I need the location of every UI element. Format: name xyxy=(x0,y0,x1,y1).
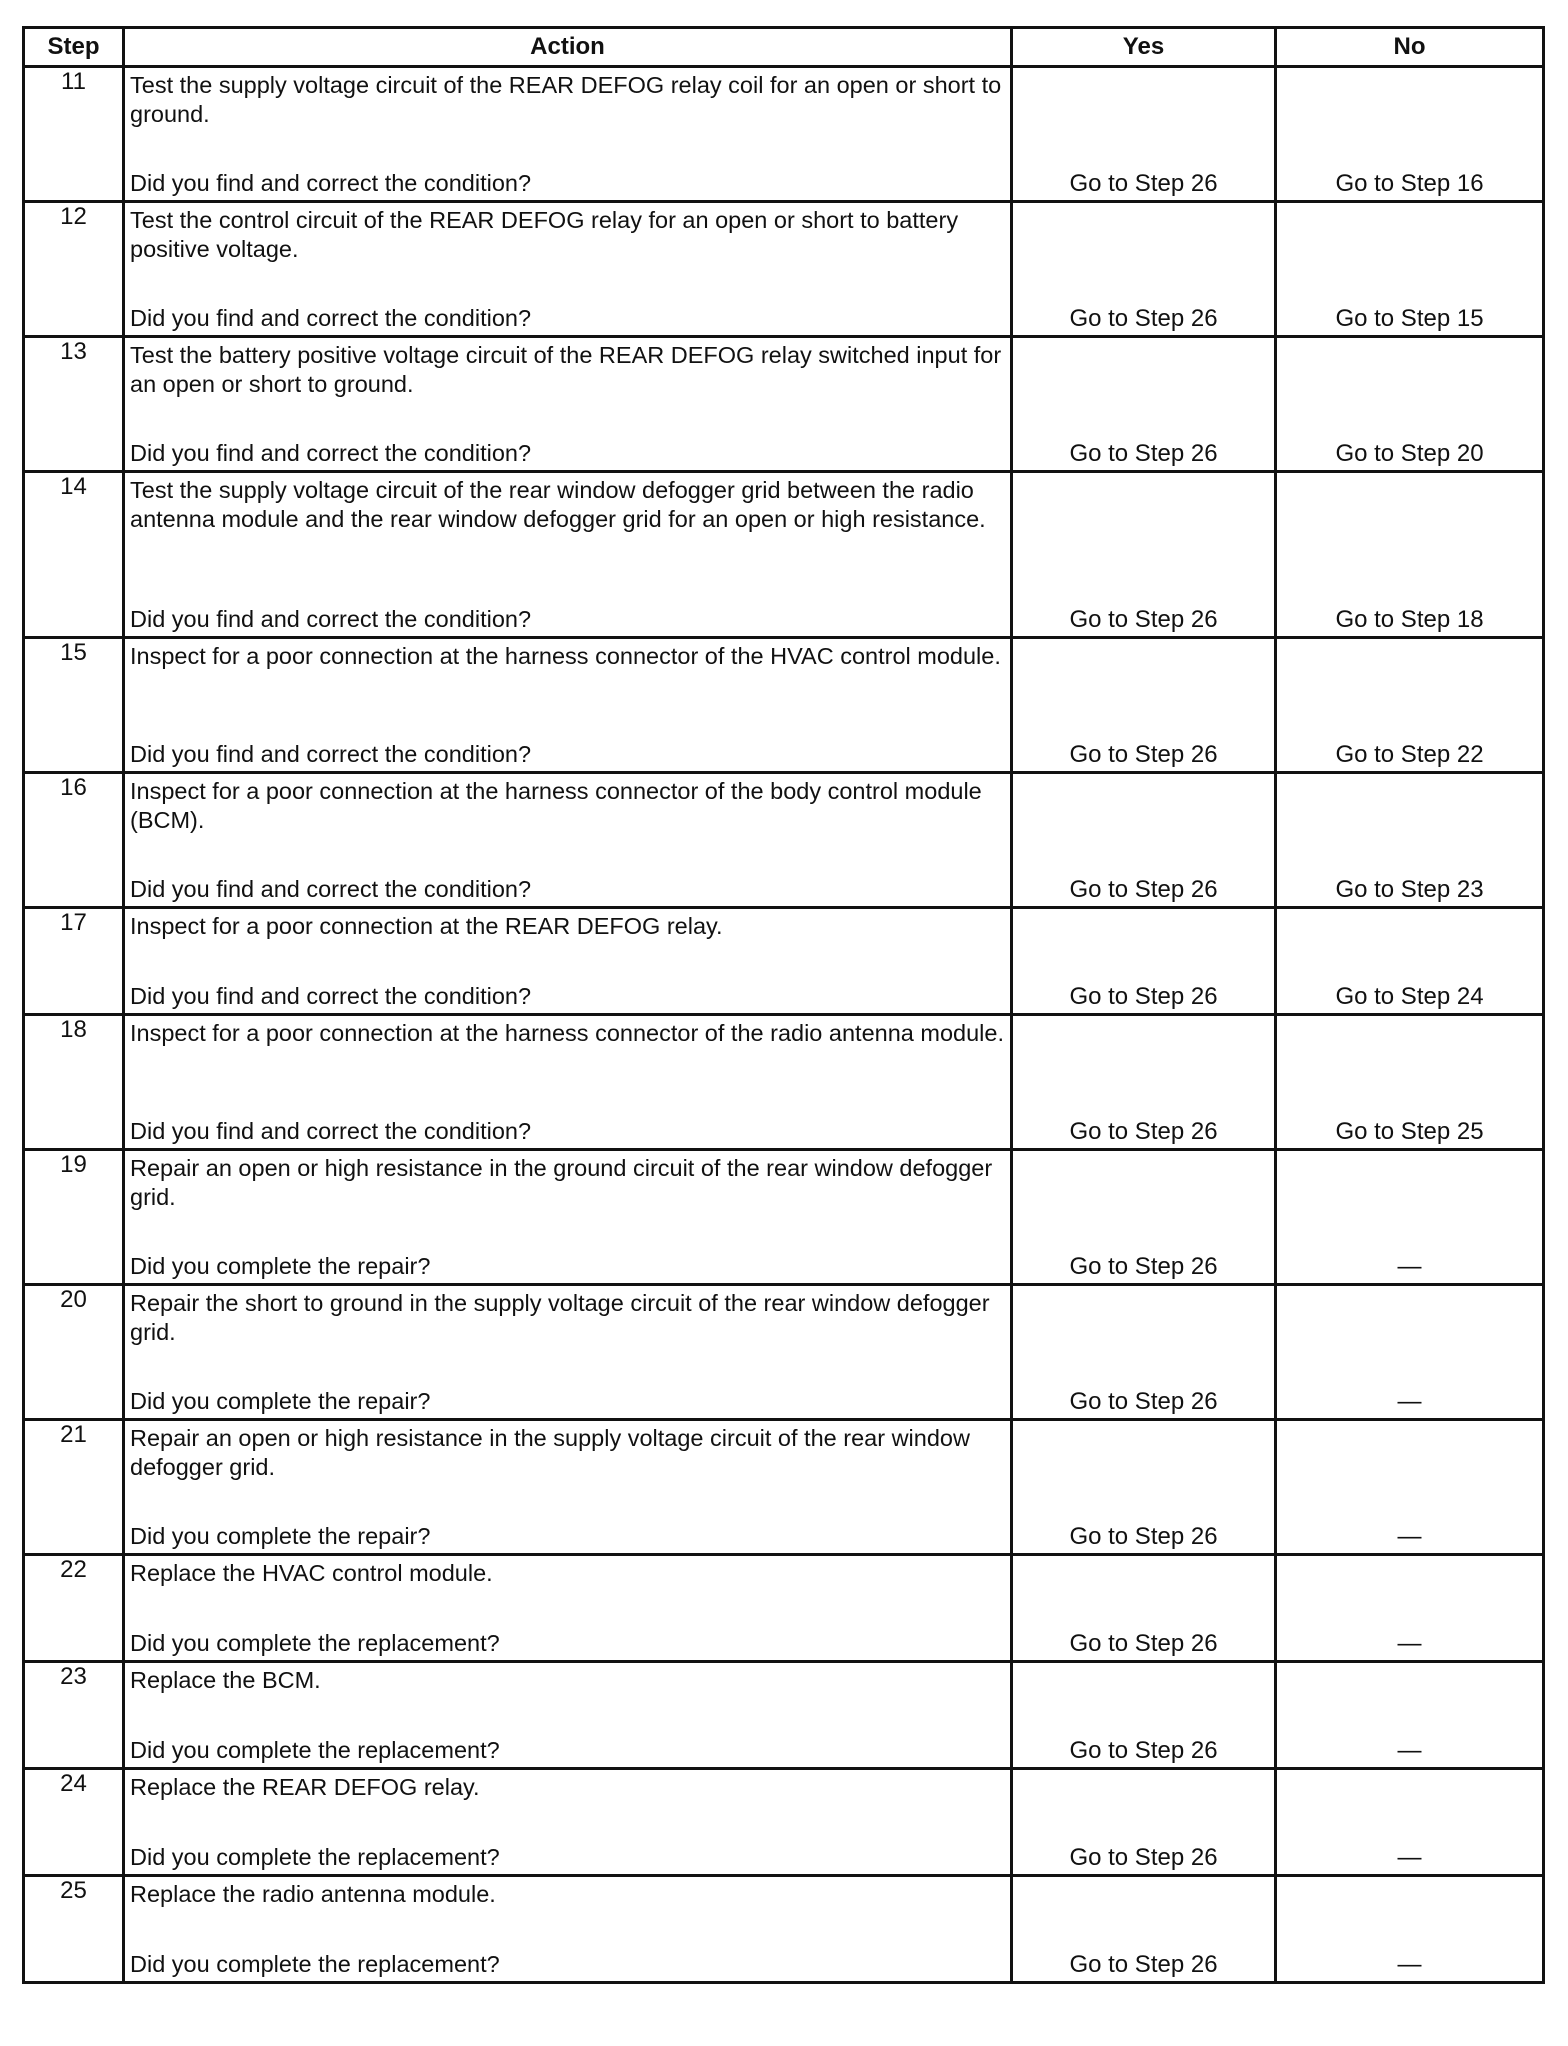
yes-result: Go to Step 26 xyxy=(1069,440,1218,467)
yes-result: Go to Step 26 xyxy=(1069,1737,1218,1764)
step-number: 22 xyxy=(24,1555,124,1662)
action-cell xyxy=(124,67,1012,202)
table-row xyxy=(24,1015,1544,1150)
header-yes: Yes xyxy=(1012,28,1276,67)
table-row xyxy=(24,1150,1544,1285)
yes-cell xyxy=(1012,1015,1276,1150)
no-cell xyxy=(1276,1769,1544,1876)
action-question: Did you complete the repair? xyxy=(130,1253,431,1279)
action-text: Test the battery positive voltage circuit of the REAR DEFOG relay switched input for an open or short to ground. xyxy=(130,342,1002,397)
action-question: Did you complete the replacement? xyxy=(130,1737,500,1763)
yes-cell xyxy=(1012,773,1276,908)
yes-cell xyxy=(1012,202,1276,337)
no-result: — xyxy=(1397,1523,1422,1550)
yes-result: Go to Step 26 xyxy=(1069,1118,1218,1145)
action-text: Replace the REAR DEFOG relay. xyxy=(130,1774,480,1800)
yes-result: Go to Step 26 xyxy=(1069,1388,1218,1415)
yes-result: Go to Step 26 xyxy=(1069,170,1218,197)
action-cell xyxy=(124,1420,1012,1555)
action-question: Did you find and correct the condition? xyxy=(130,305,532,331)
table-row xyxy=(24,908,1544,1015)
table-row xyxy=(24,202,1544,337)
action-text: Replace the radio antenna module. xyxy=(130,1881,496,1907)
action-question: Did you complete the repair? xyxy=(130,1523,431,1549)
step-number: 13 xyxy=(24,337,124,472)
yes-result: Go to Step 26 xyxy=(1069,1844,1218,1871)
action-question: Did you find and correct the condition? xyxy=(130,170,532,196)
yes-result: Go to Step 26 xyxy=(1069,1523,1218,1550)
action-cell xyxy=(124,1555,1012,1662)
no-result: Go to Step 22 xyxy=(1335,741,1484,768)
step-number: 21 xyxy=(24,1420,124,1555)
yes-result: Go to Step 26 xyxy=(1069,741,1218,768)
action-question: Did you complete the replacement? xyxy=(130,1844,500,1870)
table-row xyxy=(24,1876,1544,1983)
yes-cell xyxy=(1012,1420,1276,1555)
no-cell xyxy=(1276,1662,1544,1769)
action-question: Did you find and correct the condition? xyxy=(130,876,532,902)
yes-cell xyxy=(1012,1555,1276,1662)
action-cell xyxy=(124,1769,1012,1876)
action-cell xyxy=(124,1876,1012,1983)
no-result: Go to Step 18 xyxy=(1335,606,1484,633)
step-number: 25 xyxy=(24,1876,124,1983)
table-row xyxy=(24,1285,1544,1420)
table-row xyxy=(24,67,1544,202)
no-cell xyxy=(1276,908,1544,1015)
table-header-row xyxy=(24,28,1544,67)
action-cell xyxy=(124,1285,1012,1420)
action-cell xyxy=(124,202,1012,337)
yes-cell xyxy=(1012,337,1276,472)
action-text: Replace the BCM. xyxy=(130,1667,321,1693)
header-action: Action xyxy=(124,28,1012,67)
no-result: — xyxy=(1397,1737,1422,1764)
no-result: Go to Step 23 xyxy=(1335,876,1484,903)
step-number: 24 xyxy=(24,1769,124,1876)
yes-cell xyxy=(1012,67,1276,202)
action-question: Did you find and correct the condition? xyxy=(130,1118,532,1144)
table-row xyxy=(24,1662,1544,1769)
table-row xyxy=(24,337,1544,472)
action-cell xyxy=(124,638,1012,773)
action-cell xyxy=(124,1015,1012,1150)
no-cell xyxy=(1276,638,1544,773)
no-result: — xyxy=(1397,1844,1422,1871)
step-number: 14 xyxy=(24,472,124,638)
no-result: Go to Step 16 xyxy=(1335,170,1484,197)
no-cell xyxy=(1276,202,1544,337)
action-text: Repair an open or high resistance in the supply voltage circuit of the rear window defogger grid. xyxy=(130,1425,970,1480)
table-row xyxy=(24,1769,1544,1876)
no-cell xyxy=(1276,1285,1544,1420)
action-text: Inspect for a poor connection at the harness connector of the body control module (BCM). xyxy=(130,778,982,833)
action-question: Did you find and correct the condition? xyxy=(130,983,532,1009)
yes-result: Go to Step 26 xyxy=(1069,305,1218,332)
action-text: Inspect for a poor connection at the harness connector of the radio antenna module. xyxy=(130,1020,1004,1046)
action-cell xyxy=(124,1662,1012,1769)
table-row xyxy=(24,1555,1544,1662)
yes-result: Go to Step 26 xyxy=(1069,1951,1218,1978)
step-number: 19 xyxy=(24,1150,124,1285)
yes-result: Go to Step 26 xyxy=(1069,1253,1218,1280)
no-result: Go to Step 24 xyxy=(1335,983,1484,1010)
yes-cell xyxy=(1012,638,1276,773)
no-result: Go to Step 15 xyxy=(1335,305,1484,332)
yes-result: Go to Step 26 xyxy=(1069,983,1218,1010)
no-result: — xyxy=(1397,1630,1422,1657)
no-cell xyxy=(1276,1876,1544,1983)
step-number: 15 xyxy=(24,638,124,773)
yes-result: Go to Step 26 xyxy=(1069,1630,1218,1657)
action-question: Did you complete the repair? xyxy=(130,1388,431,1414)
action-cell xyxy=(124,908,1012,1015)
action-question: Did you find and correct the condition? xyxy=(130,440,532,466)
action-text: Inspect for a poor connection at the REAR DEFOG relay. xyxy=(130,913,723,939)
no-cell xyxy=(1276,472,1544,638)
no-cell xyxy=(1276,773,1544,908)
no-result: — xyxy=(1397,1253,1422,1280)
table-row xyxy=(24,638,1544,773)
step-number: 17 xyxy=(24,908,124,1015)
yes-cell xyxy=(1012,1769,1276,1876)
action-question: Did you find and correct the condition? xyxy=(130,741,532,767)
yes-cell xyxy=(1012,1285,1276,1420)
action-cell xyxy=(124,337,1012,472)
action-text: Repair the short to ground in the supply voltage circuit of the rear window defogger grid. xyxy=(130,1290,990,1345)
action-question: Did you find and correct the condition? xyxy=(130,606,532,632)
no-result: — xyxy=(1397,1388,1422,1415)
yes-cell xyxy=(1012,1150,1276,1285)
yes-result: Go to Step 26 xyxy=(1069,606,1218,633)
yes-result: Go to Step 26 xyxy=(1069,876,1218,903)
header-step: Step xyxy=(24,28,124,67)
action-text: Test the control circuit of the REAR DEFOG relay for an open or short to battery positive voltage. xyxy=(130,207,959,262)
table-row xyxy=(24,773,1544,908)
step-number: 18 xyxy=(24,1015,124,1150)
yes-cell xyxy=(1012,908,1276,1015)
diagnostic-steps-table xyxy=(22,26,1545,1984)
step-number: 20 xyxy=(24,1285,124,1420)
step-number: 11 xyxy=(24,67,124,202)
step-number: 23 xyxy=(24,1662,124,1769)
step-number: 16 xyxy=(24,773,124,908)
action-text: Test the supply voltage circuit of the REAR DEFOG relay coil for an open or short to ground. xyxy=(130,72,1002,127)
action-cell xyxy=(124,1150,1012,1285)
no-cell xyxy=(1276,1150,1544,1285)
no-cell xyxy=(1276,1015,1544,1150)
no-cell xyxy=(1276,337,1544,472)
action-text: Inspect for a poor connection at the harness connector of the HVAC control module. xyxy=(130,643,1001,669)
no-cell xyxy=(1276,1555,1544,1662)
no-result: — xyxy=(1397,1951,1422,1978)
action-cell xyxy=(124,773,1012,908)
yes-cell xyxy=(1012,1876,1276,1983)
yes-cell xyxy=(1012,1662,1276,1769)
no-result: Go to Step 25 xyxy=(1335,1118,1484,1145)
action-cell xyxy=(124,472,1012,638)
table-row xyxy=(24,1420,1544,1555)
action-question: Did you complete the replacement? xyxy=(130,1630,500,1656)
action-text: Test the supply voltage circuit of the rear window defogger grid between the radio antenna module and the rear window defogger grid for an open or high resistance. xyxy=(130,477,986,532)
no-cell xyxy=(1276,1420,1544,1555)
action-text: Replace the HVAC control module. xyxy=(130,1560,493,1586)
header-no: No xyxy=(1276,28,1544,67)
no-result: Go to Step 20 xyxy=(1335,440,1484,467)
yes-cell xyxy=(1012,472,1276,638)
no-cell xyxy=(1276,67,1544,202)
table-row xyxy=(24,472,1544,638)
action-question: Did you complete the replacement? xyxy=(130,1951,500,1977)
step-number: 12 xyxy=(24,202,124,337)
action-text: Repair an open or high resistance in the ground circuit of the rear window defogger grid. xyxy=(130,1155,993,1210)
